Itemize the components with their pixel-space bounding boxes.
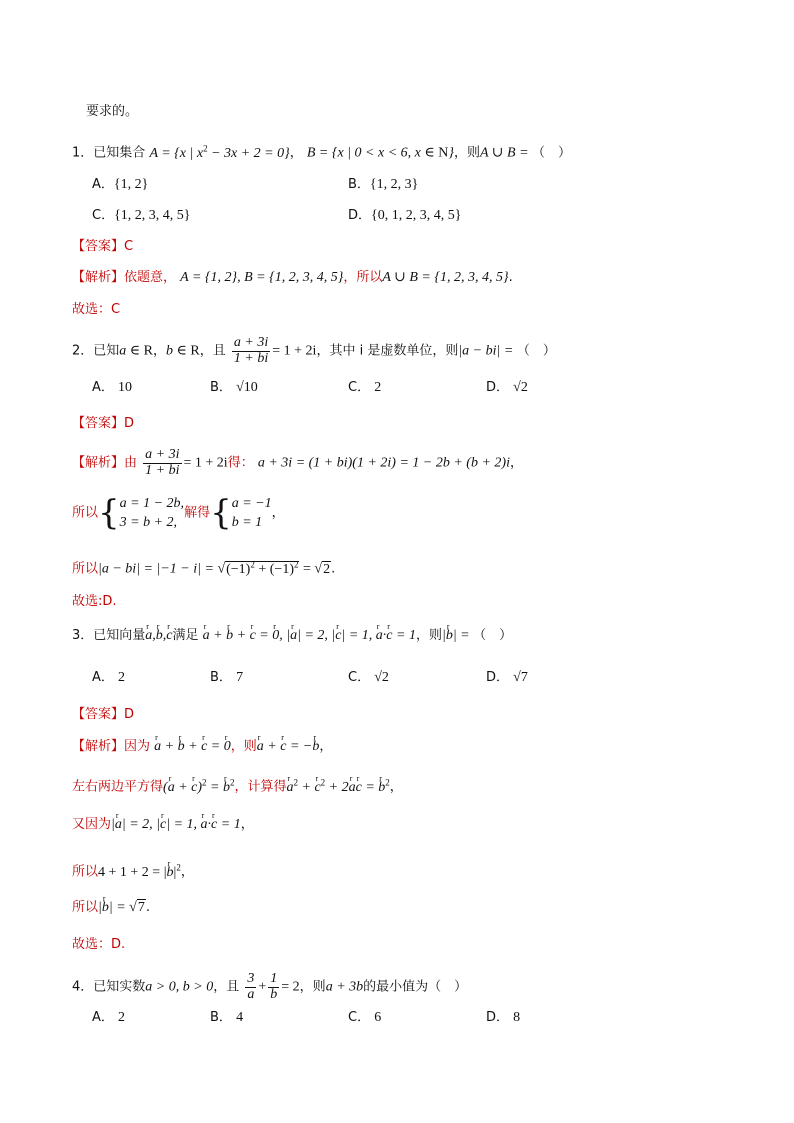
q3-analysis-3: 又因为|r a| = 2, |r c| = 1, r a·r c = 1， bbox=[72, 815, 254, 835]
q2-answer: 【答案】D bbox=[72, 416, 135, 431]
question-2-number: 2． bbox=[72, 343, 94, 359]
q2-option-a: A． 10 bbox=[92, 380, 133, 395]
q3-analysis-1: 【解析】因为 r a + r b + r c = r 0，则r a + r c = −r b， bbox=[72, 737, 332, 757]
intro-text: 要求的。 bbox=[86, 104, 139, 119]
set-b-formula: B = {x | 0 < x < 6, x ∈ N} bbox=[306, 145, 454, 161]
q2-system: 所以{a = 1 − 2b, 3 = b + 2,解得{a = −1 b = 1， bbox=[72, 493, 285, 533]
question-1-number: 1． bbox=[72, 145, 94, 161]
q3-analysis-2: 左右两边平方得(r a + r c)$^2$ = r $b^2$，计算得r $a^2 + r$ $c^2 + 2r$ ar c = r $b^2$， bbox=[72, 772, 403, 798]
q2-option-d: D． √2 bbox=[486, 380, 528, 395]
question-4-stem: 4．已知实数a > 0, b > 0，且 $\frac{3}{a}$ + $\frac{1}{b}$ = 2，则a + 3b的最小值为（ ） bbox=[72, 971, 468, 1002]
q3-option-c: C． √2 bbox=[348, 670, 389, 685]
q2-option-c: C． 2 bbox=[348, 380, 382, 395]
question-3-stem: 3．已知向量r a,r b,r c满足 r a + r b + r c = r 0, |r a| = 2, |r c| = 1, r a·r c = 1，则|r b| = （ ） bbox=[72, 626, 512, 646]
q4-option-d: D． 8 bbox=[486, 1010, 521, 1025]
q3-option-a: A． 2 bbox=[92, 670, 126, 685]
question-4-number: 4． bbox=[72, 979, 94, 995]
q2-analysis: 【解析】由 $\frac{a + 3i}{1 + bi}$ = 1 + 2i得： a + 3i = (1 + bi)(1 + 2i) = 1 − 2b + (b + 2)i， bbox=[72, 447, 523, 478]
q1-option-a: A．{1, 2} bbox=[92, 177, 149, 192]
q3-analysis-5: 所以|r b| = √7. bbox=[72, 898, 150, 918]
q3-choose: 故选：D. bbox=[72, 937, 126, 952]
question-2-stem: 2．已知a ∈ R，b ∈ R，且 $\frac{a + 3i}{1 + bi}$ = 1 + 2i，其中 i 是虚数单位，则|a − bi| = （ ） bbox=[72, 335, 556, 366]
question-3-number: 3． bbox=[72, 628, 94, 643]
q1-option-c: C．{1, 2, 3, 4, 5} bbox=[92, 208, 191, 223]
fraction-formula: $\frac{a + 3i}{1 + bi}$ bbox=[233, 335, 269, 366]
q4-option-b: B． 4 bbox=[210, 1010, 244, 1025]
set-a-formula: A = {x | $x^2 - 3x + 2 = 0$} bbox=[149, 143, 290, 161]
q4-option-a: A． 2 bbox=[92, 1010, 126, 1025]
question-1-stem: 1．已知集合 A = {x | $x^2 - 3x + 2 = 0$}， B = {x | 0 < x < 6, x ∈ N}，则A ∪ B = （ ） bbox=[72, 143, 572, 161]
q1-choose: 故选：C bbox=[72, 302, 121, 317]
q2-option-b: B． √10 bbox=[210, 380, 258, 395]
q3-option-b: B． 7 bbox=[210, 670, 244, 685]
q1-option-d: D．{0, 1, 2, 3, 4, 5} bbox=[348, 208, 462, 223]
q2-modulus: 所以$|a - bi| = |-1 - i| = √(-1)^2 + (-1)^2 = √2$. bbox=[72, 559, 336, 577]
q1-option-b: B．{1, 2, 3} bbox=[348, 177, 419, 192]
q3-option-d: D． √7 bbox=[486, 670, 528, 685]
q4-option-c: C． 6 bbox=[348, 1010, 382, 1025]
q1-analysis: 【解析】依题意， A = {1, 2}, B = {1, 2, 3, 4, 5}，所以A ∪ B = {1, 2, 3, 4, 5}. bbox=[72, 270, 513, 285]
q3-answer: 【答案】D bbox=[72, 707, 135, 722]
q2-choose: 故选:D. bbox=[72, 594, 117, 609]
q3-analysis-4: 所以4 + 1 + 2 = |r $b|^2$， bbox=[72, 857, 194, 883]
q1-answer: 【答案】C bbox=[72, 239, 134, 254]
